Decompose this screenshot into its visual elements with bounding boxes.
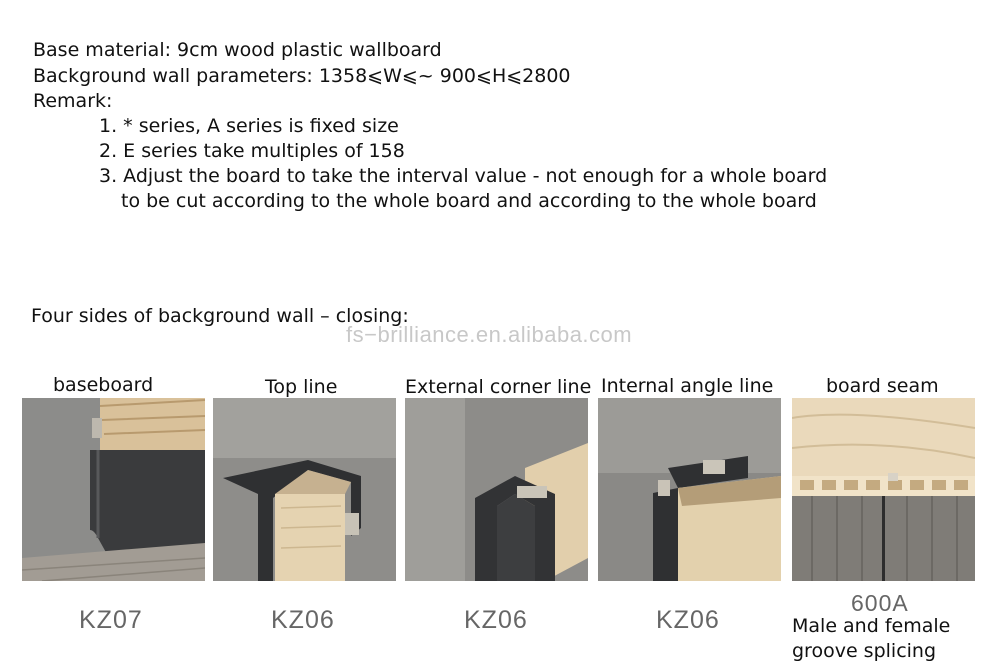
- board-seam-description: [792, 614, 950, 664]
- remark-heading: Remark:: [33, 90, 113, 112]
- base-material-text: Base material: 9cm wood plastic wallboard: [33, 39, 442, 61]
- code-external-corner: KZ06: [464, 606, 528, 634]
- board-seam-description-line-2: groove splicing: [792, 640, 937, 662]
- panel-title-top-line: Top line: [265, 376, 338, 398]
- board-seam-photo: [792, 398, 975, 581]
- panel-title-board-seam: board seam: [826, 375, 939, 397]
- code-top-line: KZ06: [271, 606, 335, 634]
- remark-item-3-continued: to be cut according to the whole board and according to the whole board: [121, 190, 817, 212]
- remark-item-3: 3. Adjust the board to take the interval value - not enough for a whole board: [99, 165, 828, 187]
- code-baseboard: KZ07: [79, 606, 143, 634]
- code-board-seam: 600A: [851, 590, 909, 616]
- remark-item-1: 1. * series, A series is fixed size: [99, 115, 399, 137]
- baseboard-photo: [22, 398, 205, 581]
- panel-title-baseboard: baseboard: [53, 374, 154, 396]
- internal-angle-photo: [598, 398, 781, 581]
- panel-title-internal-angle: Internal angle line: [601, 375, 774, 397]
- watermark: fs−brilliance.en.alibaba.com: [346, 322, 633, 347]
- remark-item-2: 2. E series take multiples of 158: [99, 140, 405, 162]
- code-internal-angle: KZ06: [656, 606, 720, 634]
- external-corner-photo: [405, 398, 588, 581]
- board-seam-description-line-1: Male and female: [792, 615, 951, 637]
- panel-title-external-corner: External corner line: [405, 376, 592, 398]
- top-line-photo: [213, 398, 396, 581]
- section-title: Four sides of background wall – closing:: [31, 305, 409, 327]
- wall-parameters-text: Background wall parameters: 1358⩽W⩽~ 900⩽H⩽2800: [33, 65, 571, 87]
